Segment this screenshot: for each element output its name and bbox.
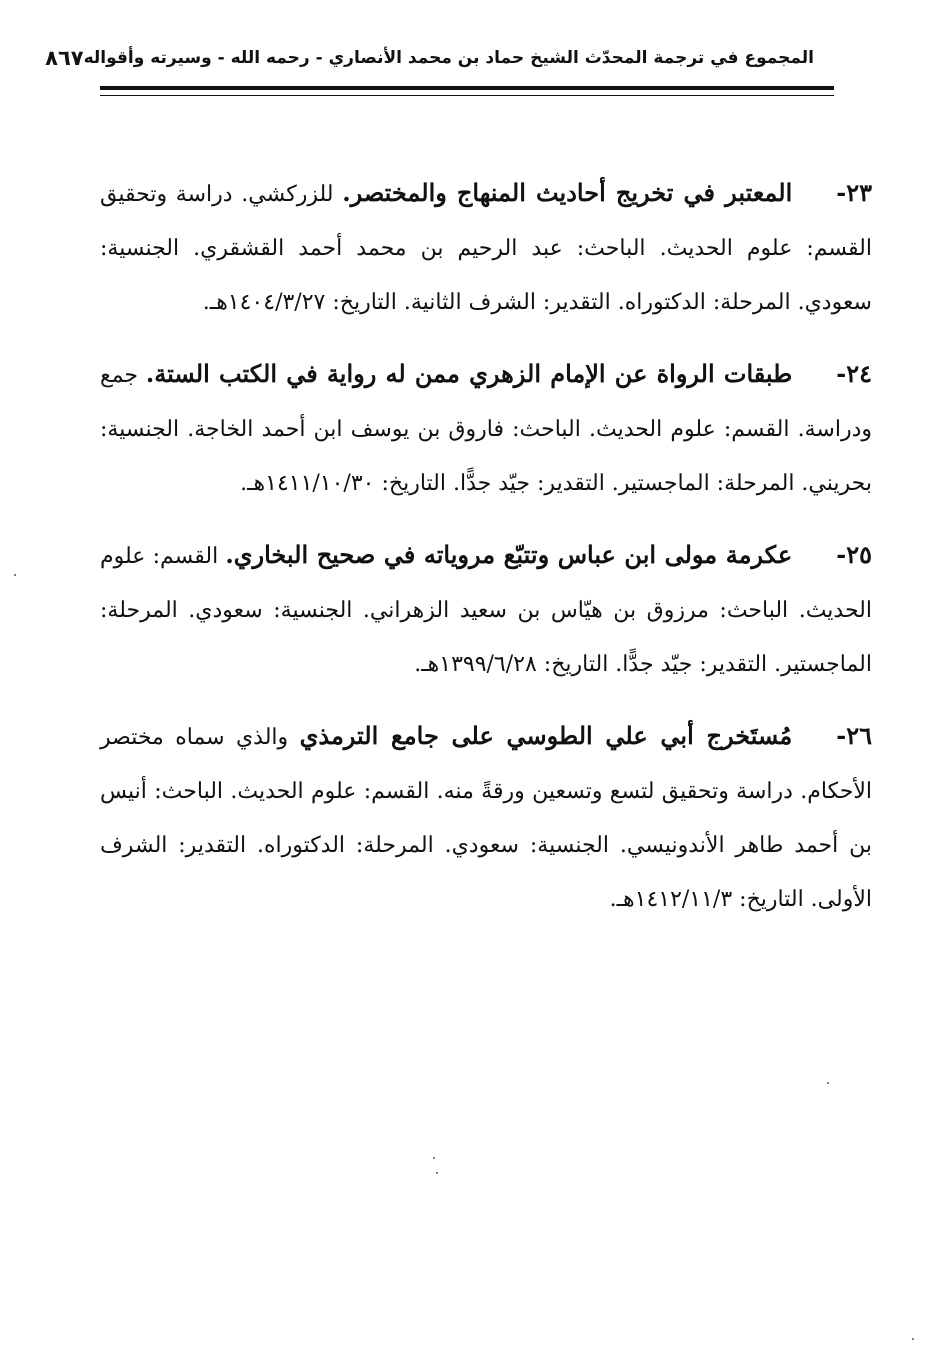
entry-number: ٢٥- [836,540,872,569]
entry-number: ٢٦- [836,721,873,750]
running-header [45,38,814,78]
entry-title: طبقات الرواة عن الإمام الزهري ممن له رواية في الكتب الستة. [145,359,793,388]
entry-details: القسم: علوم الحديث. الباحث: مرزوق بن هيّاس بن سعيد الزهراني. الجنسية: سعودي. المرحلة: الماجستير. التقدير: جيّد جدًّا. التاريخ: ١٣٩٩/٦/٢٨هـ. [100,544,872,677]
entries-list [100,166,872,944]
entry-title: مُستَخرج أبي علي الطوسي على جامع الترمذي [299,721,793,750]
entry-25 [100,528,872,692]
entry-title: عكرمة مولى ابن عباس وتتبّع مروياته في صحيح البخاري. [225,540,793,569]
scan-speck [827,1082,829,1084]
entry-23 [100,166,872,330]
entry-details: والذي سماه مختصر الأحكام. دراسة وتحقيق لتسع وتسعين ورقةً منه. القسم: علوم الحديث. الباحث: أنيس بن أحمد طاهر الأندونيسي. الجنسية: سعودي. المرحلة: الدكتوراه. التقدير: الشرف الأولى. التاريخ: ١٤١٢/١١/٣هـ. [100,725,872,912]
entry-title: المعتبر في تخريج أحاديث المنهاج والمختصر. [342,178,793,207]
scan-speck [912,1338,914,1340]
scan-speck [436,1172,438,1174]
entry-details: للزركشي. دراسة وتحقيق القسم: علوم الحديث. الباحث: عبد الرحيم بن محمد أحمد القشقري. الجنسية: سعودي. المرحلة: الدكتوراه. التقدير: الشرف الثانية. التاريخ: ١٤٠٤/٣/٢٧هـ. [100,182,872,315]
running-title: المجموع في ترجمة المحدّث الشيخ حماد بن محمد الأنصاري - رحمه الله - وسيرته وأقواله [83,48,814,68]
scan-speck [14,574,16,576]
entry-24 [100,347,872,511]
entry-number: ٢٣- [836,178,872,207]
header-rule-thin [100,95,834,96]
header-rule-thick [100,86,834,90]
entry-26 [100,709,872,927]
page-number: ٨٦٧ [45,46,84,70]
entry-details: جمع ودراسة. القسم: علوم الحديث. الباحث: فاروق بن يوسف ابن أحمد الخاجة. الجنسية: بحريني. المرحلة: الماجستير. التقدير: جيّد جدًّا. التاريخ: ١٤١١/١٠/٣٠هـ. [100,363,872,496]
entry-number: ٢٤- [836,359,873,388]
scan-speck [433,1157,435,1159]
